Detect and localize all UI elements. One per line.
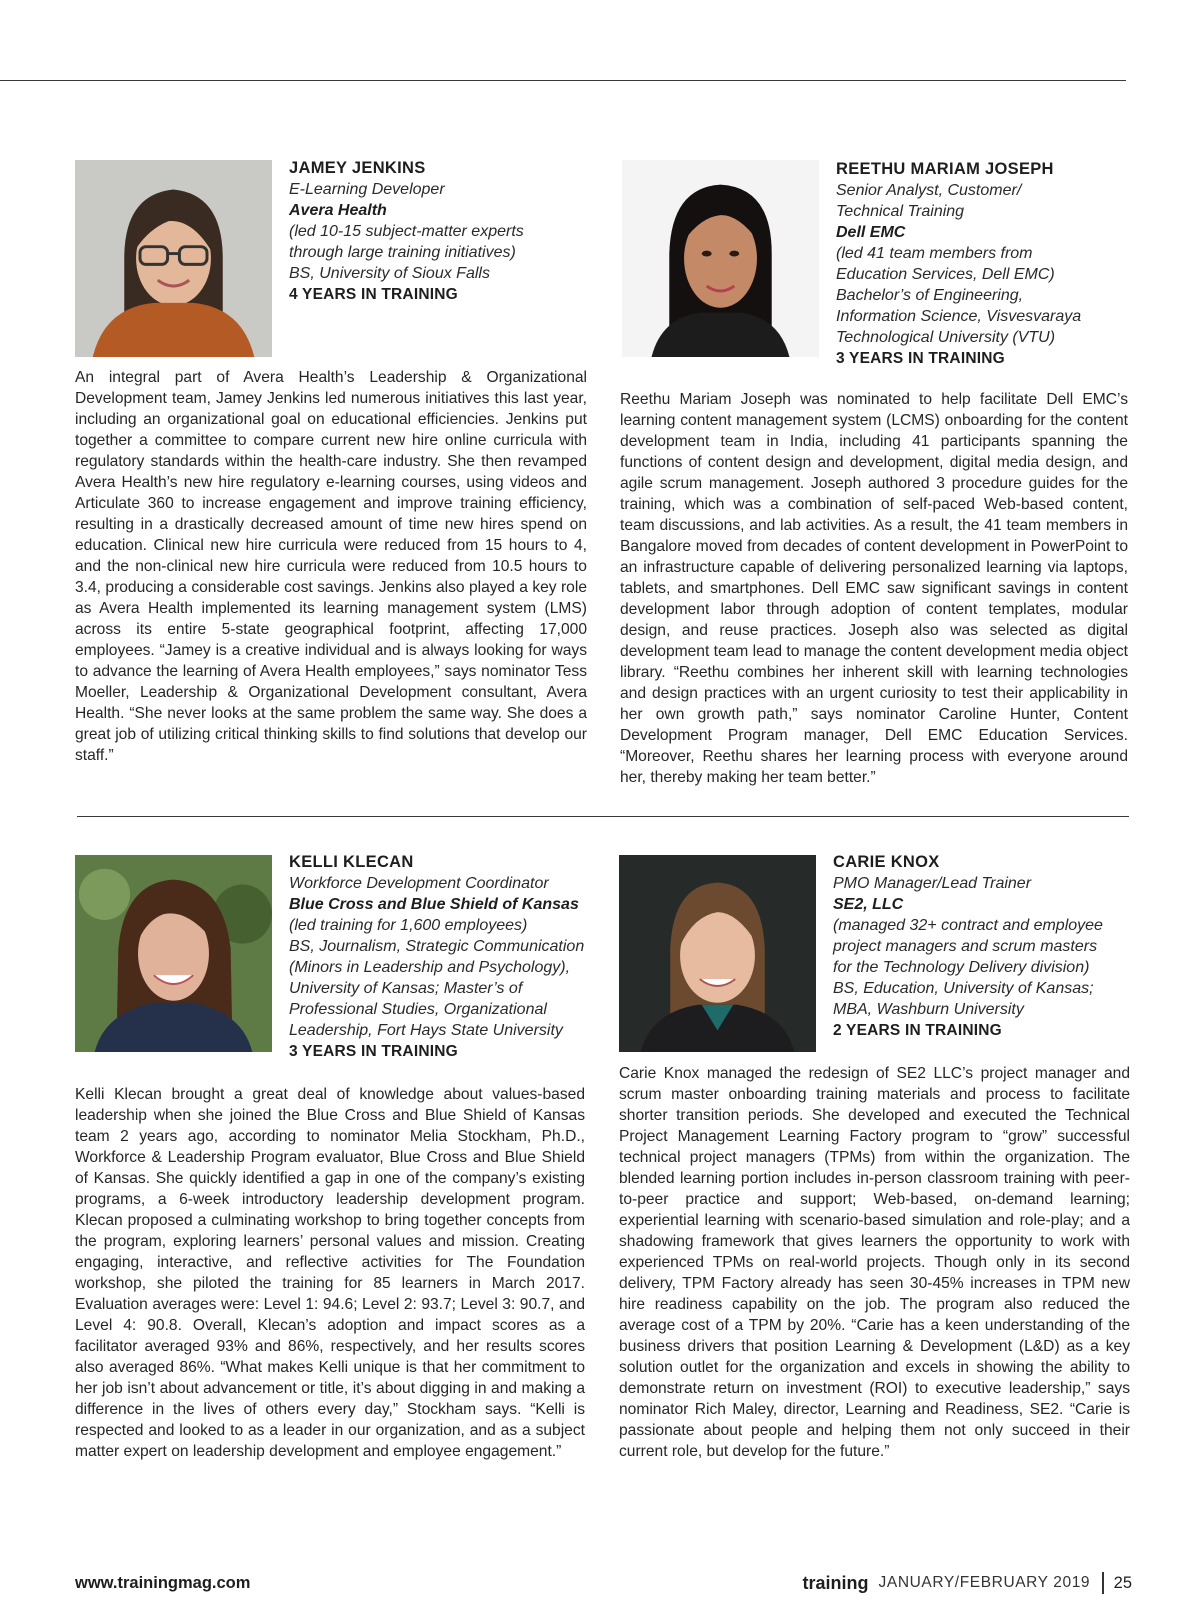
portrait-photo — [75, 160, 272, 357]
job-title: PMO Manager/Lead Trainer — [833, 875, 1032, 892]
profile-body-text: Kelli Klecan brought a great deal of knowledge about values-based leadership when she joined the Blue Cross and Blue Shield of Kansas team 2 years ago, according to nominator Melia Stockham, Ph.D., Workforce & Leadership Program evaluator, Blue Cross and Blue Shield of Kansas. She quickly identified a gap in one of the company’s existing programs, a 6-week introductory leadership development program. Klecan proposed a culminating workshop to bring together concepts from the program, exploring learners’ personal values and mission. Creating engaging, interactive, and reflective activities for The Foundation workshop, she piloted the training for 85 learners in March 2017. Evaluation averages were: Level 1: 94.6; Level 2: 93.7; Level 3: 90.7, and Level 4: 90.8. Overall, Klecan’s adoption and impact scores as a facilitator averaged 93% and 86%, respectively, and her results scores also averaged 86%. “What makes Kelli unique is that her commitment to her job isn’t about advancement or title, it’s about digging in and making a difference in the lives of others every day,” Stockham says. “Kelli is respected and looked to as a leader in our organization, and as a subject matter expert on leadership development and employee engagement.” — [75, 1086, 585, 1460]
profile-body-text: Reethu Mariam Joseph was nominated to help facilitate Dell EMC’s learning content management system (LCMS) onboarding for the content development team in India, including 41 participants spanning the functions of content design and development, digital media design, and agile scrum management. Joseph authored 3 procedure guides for the training, which was a combination of self-paced Web-based content, team discussions, and lab activities. As a result, the 41 team members in Bangalore moved from decades of content development in PowerPoint to an infrastructure capable of delivering personalized learning via laptops, tablets, and smartphones. Dell EMC saw significant savings in content development labor through adoption of content templates, modular design, and reuse practices. Joseph also was selected as digital development team lead to manage the content development media object library. “Reethu combines her inherent skill with learning technologies and design practices with an urgent curiosity to test their applicability in her own growth path,” says nominator Caroline Hunter, Content Development Program manager, Dell EMC Education Services. “Moreover, Reethu shares her learning process with everyone around her, thereby making her team better.” — [620, 391, 1128, 786]
footer-issue-info — [803, 1572, 1132, 1594]
magazine-name: training — [802, 1572, 869, 1593]
job-title: Technical Training — [836, 203, 965, 220]
footer-website-link[interactable]: www.trainingmag.com — [75, 1574, 251, 1592]
page-number: 25 — [1113, 1573, 1132, 1592]
detail-line: (led training for 1,600 employees) — [289, 917, 528, 934]
person-name: CARIE KNOX — [833, 853, 940, 871]
detail-line: Information Science, Visvesvaraya — [836, 308, 1082, 325]
detail-line: Technological University (VTU) — [836, 329, 1056, 346]
years-in-training: 3 YEARS IN TRAINING — [289, 1043, 458, 1060]
middle-rule — [77, 816, 1129, 817]
detail-line: through large training initiatives) — [289, 244, 516, 261]
company-name: SE2, LLC — [833, 896, 904, 913]
portrait-photo — [75, 855, 272, 1052]
job-title: E-Learning Developer — [289, 181, 445, 198]
detail-line: Leadership, Fort Hays State University — [289, 1022, 563, 1039]
footer-divider — [1102, 1572, 1104, 1594]
portrait-photo — [622, 160, 819, 357]
company-name: Blue Cross and Blue Shield of Kansas — [289, 896, 579, 913]
detail-line: University of Kansas; Master’s of — [289, 980, 523, 997]
portrait-photo — [619, 855, 816, 1052]
profile-body-text: Carie Knox managed the redesign of SE2 LLC’s project manager and scrum master onboarding training materials and process to facilitate shorter transition periods. She developed and executed the Technical Project Management Learning Factory program to “grow” successful technical project managers (TPMs) from within the organization. The blended learning portion includes in-person classroom training with peer-to-peer practice and support; Web-based, on-demand learning; experiential learning with scenario-based simulation and role-play; and a shadowing framework that gives learners the opportunity to work with experienced TPMs on real-world projects. Though only in its second delivery, TPM Factory already has seen 30-45% increases in TPM new hire readiness capability on the job. The program also reduced the average cost of a TPM by 20%. “Carie has a keen understanding of the business drivers that position Learning & Development (L&D) as a key solution outlet for the organization and excels in showing the ability to demonstrate return on investment (ROI) to executive leadership,” says nominator Rich Maley, director, Learning and Readiness, SE2. “Carie is passionate about people and helping them not only succeed in their current role, but develop for the future.” — [619, 1065, 1130, 1460]
detail-line: Education Services, Dell EMC) — [836, 266, 1055, 283]
person-name: JAMEY JENKINS — [289, 159, 426, 177]
detail-line: project managers and scrum masters — [833, 938, 1098, 955]
person-name: REETHU MARIAM JOSEPH — [836, 160, 1054, 178]
detail-line: (led 41 team members from — [836, 245, 1033, 262]
company-name: Dell EMC — [836, 224, 906, 241]
profile-info — [289, 852, 584, 1062]
profile-info — [836, 159, 1081, 369]
detail-line: BS, Education, University of Kansas; — [833, 980, 1094, 997]
detail-line: Professional Studies, Organizational — [289, 1001, 547, 1018]
detail-line: (Minors in Leadership and Psychology), — [289, 959, 571, 976]
person-name: KELLI KLECAN — [289, 853, 414, 871]
profile-body-text: An integral part of Avera Health’s Leadership & Organizational Development team, Jamey Jenkins led numerous initiatives this last year, including an organizational goal on educational efficiencies. Jenkins put together a committee to compare current new hire online curricula with regulatory standards within the health-care industry. She then revamped Avera Health’s new hire regulatory e-learning courses, using videos and Articulate 360 to increase engagement and improve training efficiency, resulting in a drastically decreased amount of time new hires spend on education. Clinical new hire curricula were reduced from 15 hours to 4, and the non-clinical new hire curricula were reduced from 10.5 hours to 3.4, producing a considerable cost savings. Jenkins also played a key role as Avera Health implemented its learning management system (LMS) across its entire 5-state geographical footprint, affecting 17,000 employees. “Jamey is a creative individual and is always looking for ways to advance the learning of Avera Health employees,” says nominator Tess Moeller, Leadership & Organizational Development consultant, Avera Health. “She never looks at the same problem the same way. She does a great job of utilizing critical thinking skills to find solutions that develop our staff.” — [75, 369, 587, 764]
detail-line: BS, University of Sioux Falls — [289, 265, 490, 282]
top-rule — [0, 80, 1126, 81]
years-in-training: 2 YEARS IN TRAINING — [833, 1022, 1002, 1039]
detail-line: MBA, Washburn University — [833, 1001, 1024, 1018]
issue-date: JANUARY/FEBRUARY 2019 — [878, 1574, 1091, 1591]
detail-line: for the Technology Delivery division) — [833, 959, 1090, 976]
profile-info — [289, 158, 524, 305]
job-title: Workforce Development Coordinator — [289, 875, 549, 892]
company-name: Avera Health — [289, 202, 387, 219]
detail-line: (managed 32+ contract and employee — [833, 917, 1103, 934]
job-title: Senior Analyst, Customer/ — [836, 182, 1022, 199]
detail-line: (led 10-15 subject-matter experts — [289, 223, 524, 240]
profile-info — [833, 852, 1103, 1041]
detail-line: Bachelor’s of Engineering, — [836, 287, 1024, 304]
years-in-training: 3 YEARS IN TRAINING — [836, 350, 1005, 367]
years-in-training: 4 YEARS IN TRAINING — [289, 286, 458, 303]
detail-line: BS, Journalism, Strategic Communication — [289, 938, 585, 955]
